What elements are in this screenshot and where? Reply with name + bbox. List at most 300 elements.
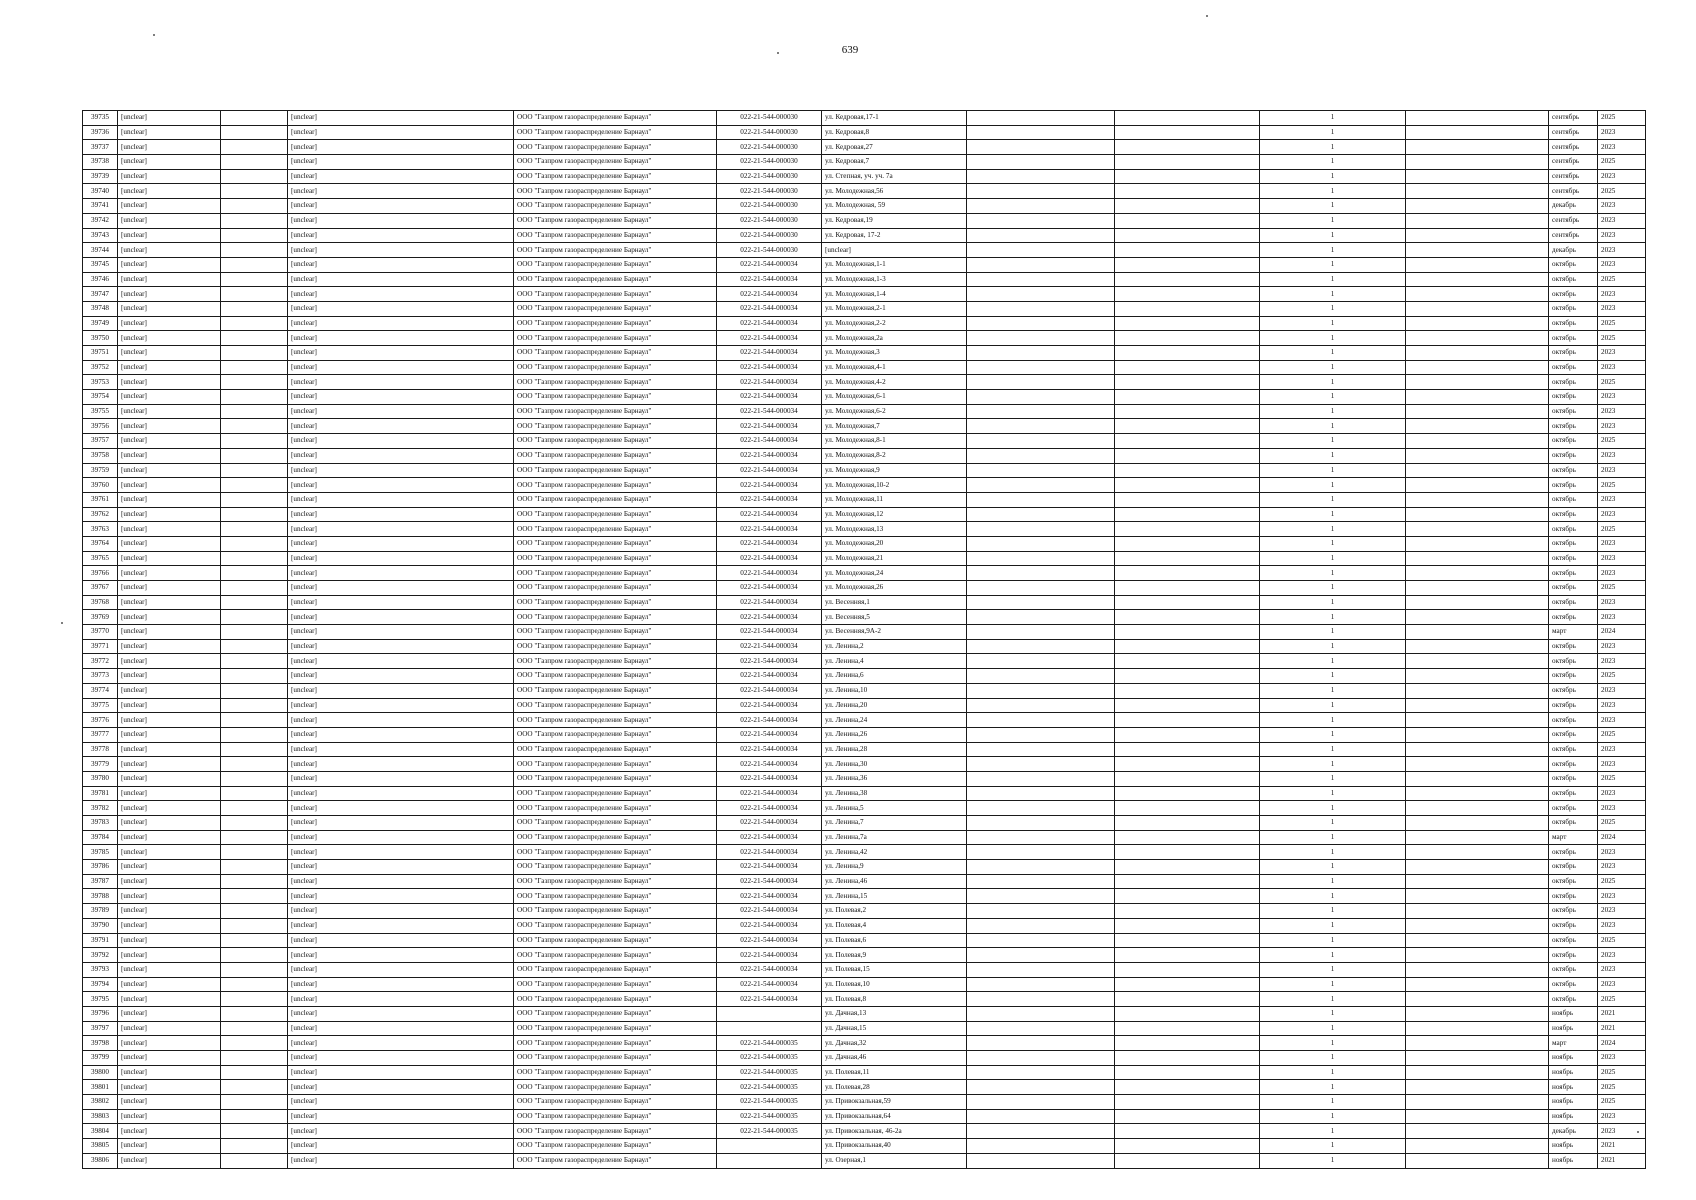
settlement-cell: [unclear] [118, 727, 221, 742]
row-number-cell: 39756 [83, 419, 118, 434]
address-cell: ул. Кедровая,8 [822, 125, 967, 140]
blank-cell [1406, 874, 1549, 889]
blank-cell [967, 1139, 1115, 1154]
settlement-cell: [unclear] [118, 698, 221, 713]
address-cell: ул. Ленина,42 [822, 845, 967, 860]
year-cell: 2023 [1598, 1109, 1646, 1124]
organization-cell: ООО "Газпром газораспределение Барнаул" [514, 595, 717, 610]
month-cell: сентябрь [1549, 155, 1598, 170]
quantity-cell: 1 [1260, 933, 1406, 948]
work-type-cell: [unclear] [288, 830, 514, 845]
year-cell: 2025 [1598, 375, 1646, 390]
blank-cell [1115, 1021, 1260, 1036]
table-row [83, 1080, 1646, 1095]
month-cell: октябрь [1549, 727, 1598, 742]
object-code-cell: 022-21-544-000030 [717, 199, 822, 214]
address-cell: ул. Молодежная,1-3 [822, 272, 967, 287]
quantity-cell: 1 [1260, 962, 1406, 977]
quantity-cell: 1 [1260, 683, 1406, 698]
settlement-cell: [unclear] [118, 581, 221, 596]
address-cell: ул. Озерная,1 [822, 1153, 967, 1168]
blank-cell [967, 492, 1115, 507]
settlement-cell: [unclear] [118, 904, 221, 919]
blank-cell [967, 419, 1115, 434]
blank-cell [1406, 125, 1549, 140]
object-code-cell: 022-21-544-000030 [717, 169, 822, 184]
address-cell: ул. Ленина,46 [822, 874, 967, 889]
row-number-cell: 39800 [83, 1065, 118, 1080]
table-row [83, 375, 1646, 390]
table-row [83, 155, 1646, 170]
blank-cell [1115, 522, 1260, 537]
locality-cell [221, 845, 288, 860]
blank-cell [1115, 1139, 1260, 1154]
month-cell: октябрь [1549, 404, 1598, 419]
object-code-cell: 022-21-544-000034 [717, 639, 822, 654]
organization-cell: ООО "Газпром газораспределение Барнаул" [514, 1095, 717, 1110]
settlement-cell: [unclear] [118, 830, 221, 845]
row-number-cell: 39806 [83, 1153, 118, 1168]
address-cell: ул. Молодежная,2-2 [822, 316, 967, 331]
blank-cell [1115, 169, 1260, 184]
settlement-cell: [unclear] [118, 654, 221, 669]
locality-cell [221, 977, 288, 992]
address-cell: ул. Молодежная,24 [822, 566, 967, 581]
work-type-cell: [unclear] [288, 199, 514, 214]
row-number-cell: 39753 [83, 375, 118, 390]
locality-cell [221, 786, 288, 801]
address-cell: ул. Полевая,9 [822, 948, 967, 963]
organization-cell: ООО "Газпром газораспределение Барнаул" [514, 478, 717, 493]
settlement-cell: [unclear] [118, 228, 221, 243]
address-cell: ул. Весенняя,9А-2 [822, 625, 967, 640]
work-type-cell: [unclear] [288, 962, 514, 977]
organization-cell: ООО "Газпром газораспределение Барнаул" [514, 257, 717, 272]
blank-cell [1406, 111, 1549, 126]
object-code-cell: 022-21-544-000034 [717, 698, 822, 713]
settlement-cell: [unclear] [118, 287, 221, 302]
blank-cell [1115, 1065, 1260, 1080]
object-code-cell: 022-21-544-000034 [717, 816, 822, 831]
locality-cell [221, 199, 288, 214]
month-cell: март [1549, 625, 1598, 640]
locality-cell [221, 639, 288, 654]
organization-cell: ООО "Газпром газораспределение Барнаул" [514, 1006, 717, 1021]
settlement-cell: [unclear] [118, 1051, 221, 1066]
blank-cell [967, 1051, 1115, 1066]
table-row [83, 492, 1646, 507]
month-cell: октябрь [1549, 434, 1598, 449]
organization-cell: ООО "Газпром газораспределение Барнаул" [514, 169, 717, 184]
year-cell: 2023 [1598, 595, 1646, 610]
year-cell: 2023 [1598, 346, 1646, 361]
table-row [83, 1095, 1646, 1110]
year-cell: 2025 [1598, 316, 1646, 331]
address-cell: ул. Кедровая,17-1 [822, 111, 967, 126]
year-cell: 2025 [1598, 331, 1646, 346]
year-cell: 2023 [1598, 698, 1646, 713]
blank-cell [967, 390, 1115, 405]
locality-cell [221, 771, 288, 786]
blank-cell [1406, 346, 1549, 361]
row-number-cell: 39794 [83, 977, 118, 992]
address-cell: ул. Кедровая, 17-2 [822, 228, 967, 243]
quantity-cell: 1 [1260, 478, 1406, 493]
organization-cell: ООО "Газпром газораспределение Барнаул" [514, 669, 717, 684]
row-number-cell: 39805 [83, 1139, 118, 1154]
table-row [83, 522, 1646, 537]
blank-cell [1115, 434, 1260, 449]
work-type-cell: [unclear] [288, 1021, 514, 1036]
object-code-cell: 022-21-544-000030 [717, 140, 822, 155]
row-number-cell: 39763 [83, 522, 118, 537]
work-type-cell: [unclear] [288, 889, 514, 904]
blank-cell [1115, 874, 1260, 889]
month-cell: октябрь [1549, 257, 1598, 272]
blank-cell [1406, 977, 1549, 992]
quantity-cell: 1 [1260, 801, 1406, 816]
month-cell: март [1549, 830, 1598, 845]
organization-cell: ООО "Газпром газораспределение Барнаул" [514, 1021, 717, 1036]
row-number-cell: 39771 [83, 639, 118, 654]
locality-cell [221, 463, 288, 478]
object-code-cell: 022-21-544-000034 [717, 845, 822, 860]
organization-cell: ООО "Газпром газораспределение Барнаул" [514, 287, 717, 302]
work-type-cell: [unclear] [288, 698, 514, 713]
table-row [83, 1139, 1646, 1154]
blank-cell [1406, 199, 1549, 214]
table-row [83, 213, 1646, 228]
row-number-cell: 39779 [83, 757, 118, 772]
object-code-cell: 022-21-544-000034 [717, 390, 822, 405]
row-number-cell: 39757 [83, 434, 118, 449]
organization-cell: ООО "Газпром газораспределение Барнаул" [514, 140, 717, 155]
month-cell: октябрь [1549, 683, 1598, 698]
table-row [83, 1021, 1646, 1036]
blank-cell [1115, 786, 1260, 801]
blank-cell [1115, 1124, 1260, 1139]
organization-cell: ООО "Газпром газораспределение Барнаул" [514, 948, 717, 963]
blank-cell [1115, 1036, 1260, 1051]
month-cell: сентябрь [1549, 169, 1598, 184]
row-number-cell: 39737 [83, 140, 118, 155]
year-cell: 2025 [1598, 874, 1646, 889]
organization-cell: ООО "Газпром газораспределение Барнаул" [514, 962, 717, 977]
month-cell: октябрь [1549, 301, 1598, 316]
month-cell: октябрь [1549, 610, 1598, 625]
row-number-cell: 39750 [83, 331, 118, 346]
blank-cell [1115, 478, 1260, 493]
blank-cell [967, 845, 1115, 860]
quantity-cell: 1 [1260, 507, 1406, 522]
blank-cell [967, 111, 1115, 126]
locality-cell [221, 816, 288, 831]
organization-cell: ООО "Газпром газораспределение Барнаул" [514, 1139, 717, 1154]
table-row [83, 360, 1646, 375]
table-row [83, 816, 1646, 831]
settlement-cell: [unclear] [118, 816, 221, 831]
blank-cell [967, 698, 1115, 713]
organization-cell: ООО "Газпром газораспределение Барнаул" [514, 977, 717, 992]
settlement-cell: [unclear] [118, 434, 221, 449]
registry-table [82, 110, 1646, 1169]
month-cell: октябрь [1549, 918, 1598, 933]
blank-cell [1406, 1051, 1549, 1066]
blank-cell [1115, 698, 1260, 713]
blank-cell [1115, 727, 1260, 742]
settlement-cell: [unclear] [118, 1006, 221, 1021]
work-type-cell: [unclear] [288, 448, 514, 463]
settlement-cell: [unclear] [118, 713, 221, 728]
quantity-cell: 1 [1260, 595, 1406, 610]
quantity-cell: 1 [1260, 287, 1406, 302]
address-cell: ул. Ленина,4 [822, 654, 967, 669]
settlement-cell: [unclear] [118, 390, 221, 405]
settlement-cell: [unclear] [118, 845, 221, 860]
work-type-cell: [unclear] [288, 507, 514, 522]
organization-cell: ООО "Газпром газораспределение Барнаул" [514, 904, 717, 919]
address-cell: ул. Полевая,4 [822, 918, 967, 933]
blank-cell [967, 448, 1115, 463]
settlement-cell: [unclear] [118, 1095, 221, 1110]
settlement-cell: [unclear] [118, 595, 221, 610]
blank-cell [1406, 771, 1549, 786]
blank-cell [1406, 448, 1549, 463]
address-cell: ул. Молодежная,1-4 [822, 287, 967, 302]
settlement-cell: [unclear] [118, 948, 221, 963]
address-cell: ул. Степная, уч. уч. 7а [822, 169, 967, 184]
work-type-cell: [unclear] [288, 1153, 514, 1168]
locality-cell [221, 918, 288, 933]
object-code-cell [717, 1153, 822, 1168]
month-cell: октябрь [1549, 551, 1598, 566]
settlement-cell: [unclear] [118, 316, 221, 331]
organization-cell: ООО "Газпром газораспределение Барнаул" [514, 918, 717, 933]
work-type-cell: [unclear] [288, 1036, 514, 1051]
blank-cell [967, 228, 1115, 243]
blank-cell [967, 933, 1115, 948]
object-code-cell: 022-21-544-000034 [717, 654, 822, 669]
blank-cell [967, 742, 1115, 757]
object-code-cell: 022-21-544-000034 [717, 419, 822, 434]
blank-cell [1115, 889, 1260, 904]
settlement-cell: [unclear] [118, 448, 221, 463]
table-row [83, 786, 1646, 801]
address-cell: ул. Молодежная,26 [822, 581, 967, 596]
settlement-cell: [unclear] [118, 1109, 221, 1124]
row-number-cell: 39790 [83, 918, 118, 933]
blank-cell [967, 536, 1115, 551]
row-number-cell: 39793 [83, 962, 118, 977]
locality-cell [221, 1051, 288, 1066]
month-cell: ноябрь [1549, 1080, 1598, 1095]
blank-cell [1115, 375, 1260, 390]
address-cell: ул. Полевая,2 [822, 904, 967, 919]
locality-cell [221, 1139, 288, 1154]
organization-cell: ООО "Газпром газораспределение Барнаул" [514, 213, 717, 228]
object-code-cell: 022-21-544-000034 [717, 551, 822, 566]
month-cell: октябрь [1549, 448, 1598, 463]
quantity-cell: 1 [1260, 948, 1406, 963]
locality-cell [221, 390, 288, 405]
quantity-cell: 1 [1260, 228, 1406, 243]
organization-cell: ООО "Газпром газораспределение Барнаул" [514, 845, 717, 860]
month-cell: октябрь [1549, 654, 1598, 669]
blank-cell [967, 360, 1115, 375]
blank-cell [1115, 625, 1260, 640]
locality-cell [221, 243, 288, 258]
row-number-cell: 39777 [83, 727, 118, 742]
address-cell: ул. Ленина,26 [822, 727, 967, 742]
month-cell: октябрь [1549, 507, 1598, 522]
address-cell: ул. Ленина,28 [822, 742, 967, 757]
blank-cell [1406, 962, 1549, 977]
work-type-cell: [unclear] [288, 434, 514, 449]
blank-cell [1115, 639, 1260, 654]
object-code-cell: 022-21-544-000034 [717, 625, 822, 640]
locality-cell [221, 1153, 288, 1168]
blank-cell [1406, 992, 1549, 1007]
year-cell: 2023 [1598, 492, 1646, 507]
year-cell: 2025 [1598, 669, 1646, 684]
address-cell: ул. Молодежная,8-1 [822, 434, 967, 449]
work-type-cell: [unclear] [288, 184, 514, 199]
quantity-cell: 1 [1260, 492, 1406, 507]
month-cell: октябрь [1549, 860, 1598, 875]
work-type-cell: [unclear] [288, 301, 514, 316]
blank-cell [967, 801, 1115, 816]
object-code-cell: 022-21-544-000034 [717, 595, 822, 610]
blank-cell [1115, 111, 1260, 126]
year-cell: 2025 [1598, 771, 1646, 786]
month-cell: октябрь [1549, 463, 1598, 478]
blank-cell [967, 860, 1115, 875]
work-type-cell: [unclear] [288, 404, 514, 419]
blank-cell [1115, 816, 1260, 831]
blank-cell [1406, 639, 1549, 654]
year-cell: 2025 [1598, 581, 1646, 596]
blank-cell [1115, 360, 1260, 375]
row-number-cell: 39803 [83, 1109, 118, 1124]
month-cell: октябрь [1549, 595, 1598, 610]
row-number-cell: 39797 [83, 1021, 118, 1036]
work-type-cell: [unclear] [288, 536, 514, 551]
blank-cell [1115, 199, 1260, 214]
organization-cell: ООО "Газпром газораспределение Барнаул" [514, 272, 717, 287]
blank-cell [1406, 698, 1549, 713]
locality-cell [221, 830, 288, 845]
quantity-cell: 1 [1260, 272, 1406, 287]
blank-cell [1115, 977, 1260, 992]
object-code-cell [717, 1139, 822, 1154]
blank-cell [1406, 801, 1549, 816]
table-row [83, 962, 1646, 977]
organization-cell: ООО "Газпром газораспределение Барнаул" [514, 639, 717, 654]
work-type-cell: [unclear] [288, 551, 514, 566]
address-cell: ул. Молодежная,11 [822, 492, 967, 507]
blank-cell [967, 727, 1115, 742]
blank-cell [967, 1080, 1115, 1095]
year-cell: 2024 [1598, 1036, 1646, 1051]
settlement-cell: [unclear] [118, 492, 221, 507]
row-number-cell: 39766 [83, 566, 118, 581]
quantity-cell: 1 [1260, 360, 1406, 375]
settlement-cell: [unclear] [118, 566, 221, 581]
month-cell: октябрь [1549, 522, 1598, 537]
organization-cell: ООО "Газпром газораспределение Барнаул" [514, 125, 717, 140]
blank-cell [1406, 1036, 1549, 1051]
blank-cell [967, 595, 1115, 610]
blank-cell [1406, 1153, 1549, 1168]
blank-cell [1115, 1080, 1260, 1095]
quantity-cell: 1 [1260, 522, 1406, 537]
blank-cell [967, 243, 1115, 258]
work-type-cell: [unclear] [288, 346, 514, 361]
locality-cell [221, 698, 288, 713]
organization-cell: ООО "Газпром газораспределение Барнаул" [514, 625, 717, 640]
blank-cell [1406, 140, 1549, 155]
year-cell: 2023 [1598, 1051, 1646, 1066]
address-cell: ул. Ленина,7 [822, 816, 967, 831]
table-row [83, 257, 1646, 272]
row-number-cell: 39778 [83, 742, 118, 757]
organization-cell: ООО "Газпром газораспределение Барнаул" [514, 757, 717, 772]
address-cell: ул. Полевая,10 [822, 977, 967, 992]
table-row [83, 199, 1646, 214]
month-cell: сентябрь [1549, 228, 1598, 243]
address-cell: ул. Молодежная,8-2 [822, 448, 967, 463]
settlement-cell: [unclear] [118, 771, 221, 786]
month-cell: декабрь [1549, 199, 1598, 214]
address-cell: ул. Молодежная,1-1 [822, 257, 967, 272]
locality-cell [221, 228, 288, 243]
organization-cell: ООО "Газпром газораспределение Барнаул" [514, 375, 717, 390]
address-cell: ул. Ленина,15 [822, 889, 967, 904]
row-number-cell: 39802 [83, 1095, 118, 1110]
work-type-cell: [unclear] [288, 169, 514, 184]
month-cell: ноябрь [1549, 1051, 1598, 1066]
month-cell: март [1549, 1036, 1598, 1051]
blank-cell [967, 625, 1115, 640]
object-code-cell [717, 1006, 822, 1021]
object-code-cell: 022-21-544-000034 [717, 683, 822, 698]
settlement-cell: [unclear] [118, 625, 221, 640]
address-cell: ул. Дачная,13 [822, 1006, 967, 1021]
table-row [83, 698, 1646, 713]
year-cell: 2025 [1598, 933, 1646, 948]
row-number-cell: 39744 [83, 243, 118, 258]
locality-cell [221, 492, 288, 507]
table-row [83, 125, 1646, 140]
table-row [83, 463, 1646, 478]
quantity-cell: 1 [1260, 1021, 1406, 1036]
table-row [83, 243, 1646, 258]
settlement-cell: [unclear] [118, 786, 221, 801]
blank-cell [1406, 243, 1549, 258]
blank-cell [1406, 860, 1549, 875]
object-code-cell: 022-21-544-000034 [717, 801, 822, 816]
table-row [83, 1036, 1646, 1051]
table-row [83, 184, 1646, 199]
organization-cell: ООО "Газпром газораспределение Барнаул" [514, 860, 717, 875]
work-type-cell: [unclear] [288, 977, 514, 992]
address-cell: ул. Кедровая,27 [822, 140, 967, 155]
address-cell: ул. Кедровая,19 [822, 213, 967, 228]
table-row [83, 830, 1646, 845]
quantity-cell: 1 [1260, 1036, 1406, 1051]
table-row [83, 1109, 1646, 1124]
row-number-cell: 39742 [83, 213, 118, 228]
